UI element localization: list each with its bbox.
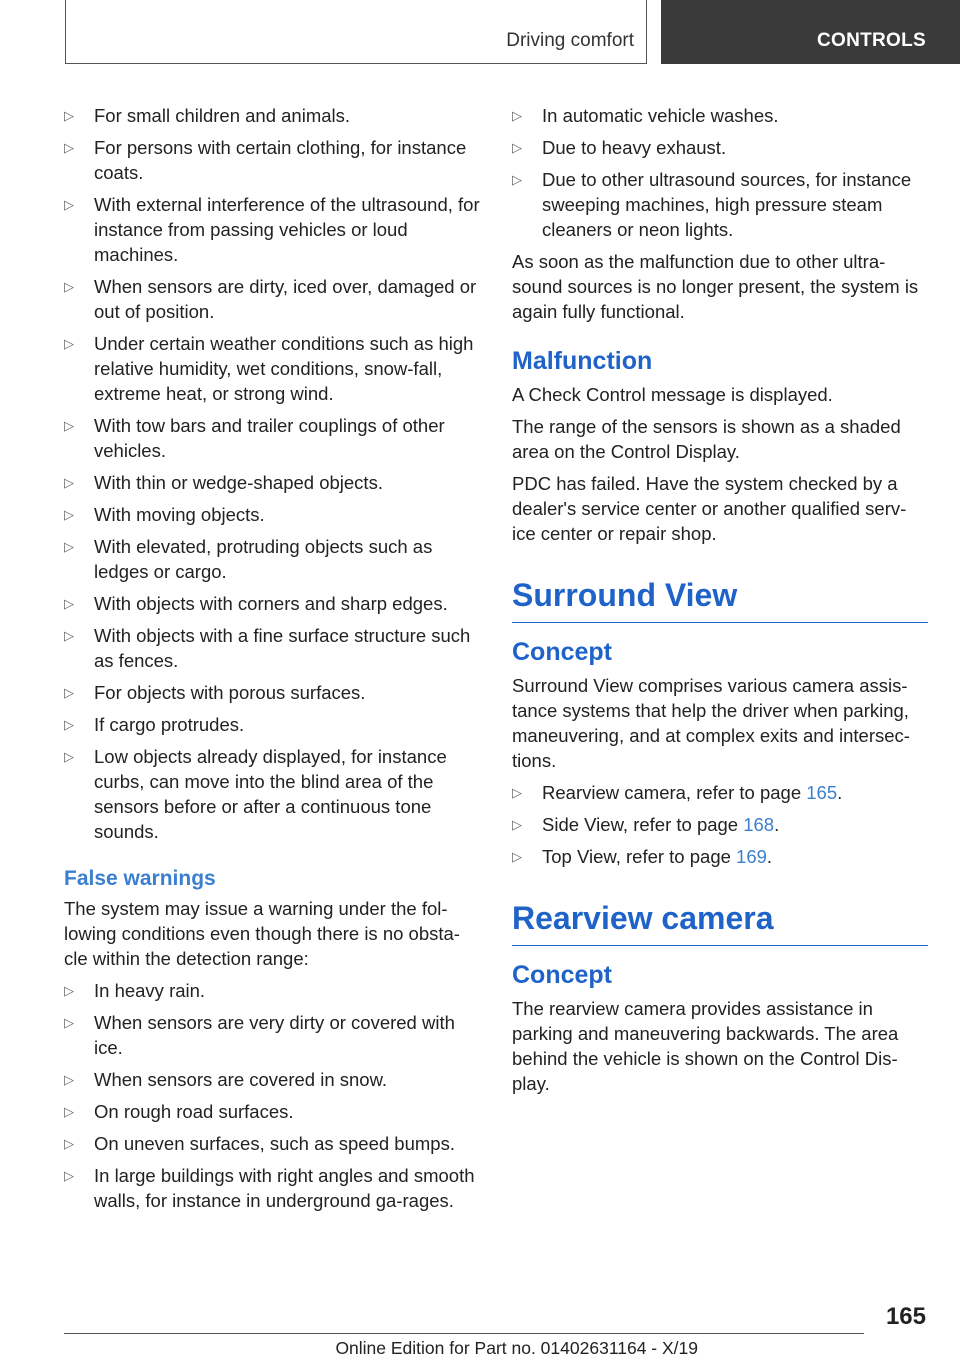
triangle-bullet-icon: ▷ bbox=[64, 418, 74, 433]
list-item bbox=[64, 502, 482, 527]
list-item bbox=[64, 591, 482, 616]
surround-view-heading: Surround View bbox=[512, 576, 928, 623]
triangle-bullet-icon: ▷ bbox=[64, 983, 74, 998]
rearview-camera-heading: Rearview camera bbox=[512, 899, 928, 946]
rearview-concept-heading: Concept bbox=[512, 961, 612, 989]
malfunction-heading: Malfunction bbox=[512, 347, 653, 375]
surround-view-concept-heading: Concept bbox=[512, 638, 612, 666]
section-title: Driving comfort bbox=[506, 30, 634, 51]
triangle-bullet-icon: ▷ bbox=[64, 108, 74, 123]
limitations-list bbox=[64, 103, 482, 844]
list-item bbox=[64, 103, 482, 128]
list-item-text: When sensors are dirty, iced over, damaged or out of position. bbox=[94, 276, 477, 322]
false-warnings-heading: False warnings bbox=[64, 867, 216, 890]
list-item bbox=[64, 978, 482, 1003]
list-item-text: With elevated, protruding objects such as ledges or cargo. bbox=[94, 536, 433, 582]
list-item bbox=[64, 1131, 482, 1156]
triangle-bullet-icon: ▷ bbox=[64, 685, 74, 700]
triangle-bullet-icon: ▷ bbox=[64, 749, 74, 764]
page-number: 165 bbox=[885, 1303, 926, 1330]
list-item bbox=[64, 1099, 482, 1124]
triangle-bullet-icon: ▷ bbox=[512, 785, 522, 800]
reference-item: ▷ Side View, refer to page 168. bbox=[512, 814, 780, 835]
false-warnings-list bbox=[64, 978, 482, 1213]
page-link-rearview[interactable]: 165 bbox=[806, 782, 838, 803]
section-tab bbox=[65, 0, 647, 64]
triangle-bullet-icon: ▷ bbox=[512, 108, 522, 123]
reference-item: ▷ Rearview camera, refer to page 165. bbox=[512, 782, 843, 803]
triangle-bullet-icon: ▷ bbox=[64, 336, 74, 351]
triangle-bullet-icon: ▷ bbox=[64, 717, 74, 732]
list-item-text: With objects with a fine surface structure such as fences. bbox=[94, 625, 471, 671]
list-item-text: In automatic vehicle washes. bbox=[542, 105, 779, 126]
surround-view-references bbox=[512, 780, 928, 869]
malfunction-paragraph-2: The range of the sensors is shown as a shaded area on the Control Display. bbox=[512, 416, 901, 462]
list-item-text: In large buildings with right angles and smooth walls, for instance in underground ga-rages. bbox=[94, 1165, 475, 1211]
triangle-bullet-icon: ▷ bbox=[64, 628, 74, 643]
false-warnings-intro: The system may issue a warning under the fol-lowing conditions even though there is no obsta-cle within the detection range: bbox=[64, 898, 460, 969]
triangle-bullet-icon: ▷ bbox=[64, 1168, 74, 1183]
list-item-text: Due to other ultrasound sources, for instance sweeping machines, high pressure steam cleaners or neon lights. bbox=[542, 169, 912, 240]
list-item bbox=[64, 470, 482, 495]
list-item bbox=[64, 680, 482, 705]
ultrasound-list bbox=[512, 103, 928, 242]
list-item-text: For small children and animals. bbox=[94, 105, 351, 126]
list-item bbox=[512, 103, 928, 128]
surround-view-concept-text: Surround View comprises various camera assis-tance systems that help the driver when parking, maneuvering, and at complex exits and intersec-tions. bbox=[512, 675, 910, 771]
list-item-text: With thin or wedge-shaped objects. bbox=[94, 472, 383, 493]
triangle-bullet-icon: ▷ bbox=[64, 140, 74, 155]
list-item-text: Low objects already displayed, for instance curbs, can move into the blind area of the sensors before or after a continuous tone sounds. bbox=[94, 746, 447, 842]
list-item-text: For persons with certain clothing, for instance coats. bbox=[94, 137, 467, 183]
list-item bbox=[64, 623, 482, 673]
triangle-bullet-icon: ▷ bbox=[64, 596, 74, 611]
triangle-bullet-icon: ▷ bbox=[64, 197, 74, 212]
list-item-text: With moving objects. bbox=[94, 504, 265, 525]
triangle-bullet-icon: ▷ bbox=[64, 475, 74, 490]
list-item-text: Due to heavy exhaust. bbox=[542, 137, 727, 158]
list-item-text: With external interference of the ultrasound, for instance from passing vehicles or loud machines. bbox=[94, 194, 480, 265]
triangle-bullet-icon: ▷ bbox=[64, 1072, 74, 1087]
list-item-text: If cargo protrudes. bbox=[94, 714, 245, 735]
list-item bbox=[64, 1067, 482, 1092]
reference-item: ▷ Top View, refer to page 169. bbox=[512, 846, 773, 867]
triangle-bullet-icon: ▷ bbox=[64, 1015, 74, 1030]
footer-divider bbox=[64, 1333, 864, 1334]
triangle-bullet-icon: ▷ bbox=[512, 172, 522, 187]
list-item-text: When sensors are very dirty or covered with ice. bbox=[94, 1012, 455, 1058]
malfunction-paragraph-1: A Check Control message is displayed. bbox=[512, 384, 833, 405]
list-item bbox=[64, 274, 482, 324]
triangle-bullet-icon: ▷ bbox=[64, 1136, 74, 1151]
list-item bbox=[512, 167, 928, 242]
page-header bbox=[0, 0, 960, 66]
triangle-bullet-icon: ▷ bbox=[64, 507, 74, 522]
list-item bbox=[64, 712, 482, 737]
right-column bbox=[512, 103, 928, 1103]
malfunction-paragraph-3: PDC has failed. Have the system checked by a dealer's service center or another qualified serv-ice center or repair shop. bbox=[512, 473, 907, 544]
triangle-bullet-icon: ▷ bbox=[512, 849, 522, 864]
triangle-bullet-icon: ▷ bbox=[64, 1104, 74, 1119]
list-item bbox=[64, 331, 482, 406]
list-item bbox=[64, 413, 482, 463]
rearview-concept-text: The rearview camera provides assistance in parking and maneuvering backwards. The area behind the vehicle is shown on the Control Dis-play. bbox=[512, 998, 899, 1094]
triangle-bullet-icon: ▷ bbox=[512, 140, 522, 155]
chapter-title: CONTROLS bbox=[816, 30, 926, 51]
recovery-paragraph: As soon as the malfunction due to other ultra-sound sources is no longer present, the system is again fully functional. bbox=[512, 251, 919, 322]
list-item bbox=[512, 135, 928, 160]
list-item-text: When sensors are covered in snow. bbox=[94, 1069, 388, 1090]
footer-edition: Online Edition for Part no. 01402631164 - X/19 bbox=[335, 1338, 698, 1358]
list-item bbox=[64, 192, 482, 267]
list-item bbox=[64, 1163, 482, 1213]
triangle-bullet-icon: ▷ bbox=[64, 539, 74, 554]
list-item bbox=[64, 534, 482, 584]
triangle-bullet-icon: ▷ bbox=[64, 279, 74, 294]
triangle-bullet-icon: ▷ bbox=[512, 817, 522, 832]
list-item bbox=[64, 1010, 482, 1060]
list-item-text: In heavy rain. bbox=[94, 980, 206, 1001]
list-item bbox=[64, 744, 482, 844]
page-link-top-view[interactable]: 169 bbox=[736, 846, 767, 867]
left-column bbox=[64, 103, 482, 1220]
list-item-text: With tow bars and trailer couplings of other vehicles. bbox=[94, 415, 445, 461]
list-item-text: For objects with porous surfaces. bbox=[94, 682, 366, 703]
list-item-text: With objects with corners and sharp edges. bbox=[94, 593, 448, 614]
chapter-tab bbox=[661, 0, 960, 64]
page-link-side-view[interactable]: 168 bbox=[743, 814, 775, 835]
list-item bbox=[64, 135, 482, 185]
list-item-text: Under certain weather conditions such as high relative humidity, wet conditions, snow-fall, extreme heat, or strong wind. bbox=[94, 333, 474, 404]
list-item-text: On uneven surfaces, such as speed bumps. bbox=[94, 1133, 455, 1154]
list-item-text: On rough road surfaces. bbox=[94, 1101, 294, 1122]
